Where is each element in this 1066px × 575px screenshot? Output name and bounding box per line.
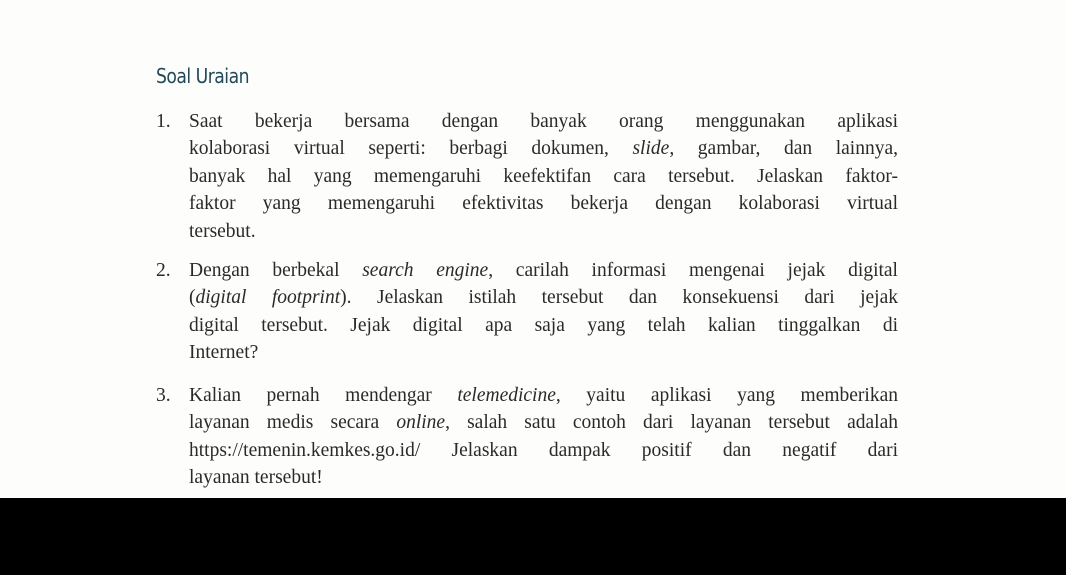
text-segment: faktor yang memengaruhi efektivitas bekerja dengan kolaborasi virtual — [189, 193, 898, 215]
question-item — [156, 382, 898, 492]
section-title: Soal Uraian — [156, 64, 249, 88]
question-item — [156, 257, 898, 367]
black-bottom-bar — [0, 498, 1066, 575]
text-segment: , salah satu contoh dari layanan tersebut adalah — [445, 412, 898, 434]
question-line — [189, 135, 898, 162]
question-line — [189, 163, 898, 190]
text-segment: Kalian pernah mendengar — [189, 385, 458, 406]
question-number: 1. — [156, 111, 171, 132]
question-number: 3. — [156, 385, 171, 406]
text-segment: Saat bekerja bersama dengan banyak orang menggunakan aplikasi — [189, 111, 898, 132]
text-segment: banyak hal yang memengaruhi keefektifan cara tersebut. Jelaskan faktor- — [189, 165, 898, 187]
question-line — [189, 339, 898, 366]
italic-term: online — [396, 412, 446, 434]
text-segment: https://temenin.kemkes.go.id/ Jelaskan dampak positif dan negatif dari — [189, 439, 898, 461]
text-segment: tersebut. — [189, 220, 256, 242]
question-line — [189, 437, 898, 464]
text-segment: digital tersebut. Jejak digital apa saja yang telah kalian tinggalkan di — [189, 314, 898, 336]
question-line — [189, 382, 898, 409]
italic-term: search engine — [362, 260, 489, 281]
text-segment: ( — [189, 287, 196, 309]
text-segment: ). Jelaskan istilah tersebut dan konsekuensi dari jejak — [340, 287, 898, 309]
question-line — [189, 409, 898, 436]
text-segment: Dengan berbekal — [189, 260, 363, 281]
question-line — [189, 284, 898, 311]
text-segment: , yaitu aplikasi yang memberikan — [555, 385, 898, 406]
question-line — [189, 312, 898, 339]
italic-term: slide — [632, 138, 670, 160]
question-text — [189, 382, 898, 492]
text-segment: layanan tersebut! — [189, 467, 323, 489]
question-line — [189, 190, 898, 217]
question-text — [189, 257, 898, 367]
question-item — [156, 108, 898, 245]
question-line — [189, 218, 898, 245]
question-line — [189, 464, 898, 491]
text-segment: , gambar, dan lainnya, — [669, 138, 898, 160]
question-line — [189, 257, 898, 284]
text-segment: kolaborasi virtual seperti: berbagi dokumen, — [189, 138, 633, 160]
question-number: 2. — [156, 260, 171, 281]
text-segment: Internet? — [189, 342, 259, 364]
text-segment: , carilah informasi mengenai jejak digital — [488, 260, 898, 281]
text-segment: layanan medis secara — [189, 412, 397, 434]
question-text — [189, 108, 898, 245]
question-line — [189, 108, 898, 135]
italic-term: telemedicine — [457, 385, 556, 406]
italic-term: digital footprint — [195, 287, 341, 309]
